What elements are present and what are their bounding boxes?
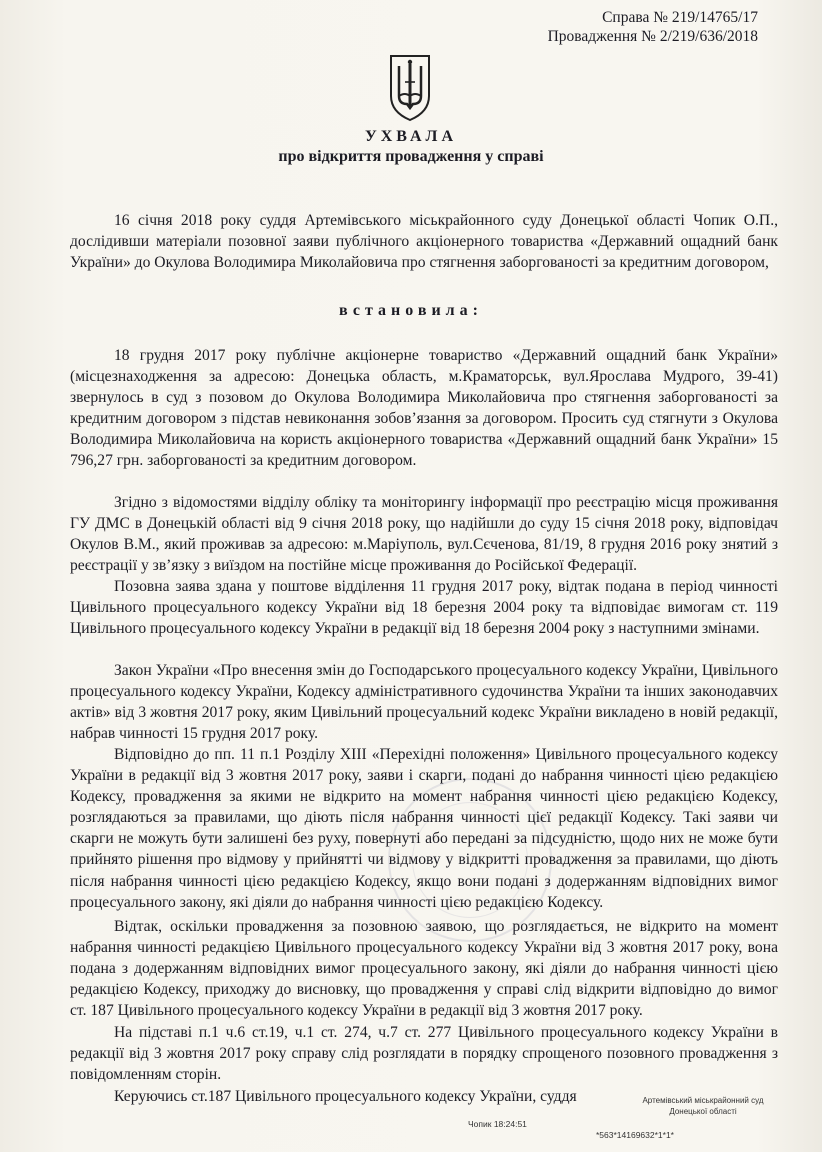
section-heading: встановила: bbox=[339, 302, 483, 319]
intro-paragraph: 16 січня 2018 року суддя Артемівського міськрайонного суду Донецької області Чопик О.П., дослідивши матеріали позовної заяви публічного акціонерного товариства «Державний ощадний банк України» до Окулова Володимира Миколайовича про стягнення заборгованості за кредитним договором, bbox=[70, 212, 778, 272]
paragraph-procedure: На підставі п.1 ч.6 ст.19, ч.1 ст. 274, ч.7 ст. 277 Цивільного процесуального кодексу України в редакції від 3 жовтня 2017 року справу слід розглядати в порядку спрощеного позовного провадження з повідомленням сторін. bbox=[70, 1024, 778, 1084]
document-title: УХВАЛА bbox=[365, 128, 457, 145]
paragraph-conclusion: Відтак, оскільки провадження за позовною заявою, що розглядається, не відкрито на момент набрання чинності редакцією Цивільного процесуального кодексу України від 3 жовтня 2017 року, вона подана з додержанням відповідних вимог процесуального закону, які діяли до набрання чинності цією редакцією Кодексу, приходжу до висновку, що провадження у справі слід відкрити відповідно до вимог ст. 187 Цивільного процесуального кодексу України в редакції від 3 жовтня 2017 року. bbox=[70, 918, 778, 1020]
paragraph-filing: Позовна заява здана у поштове відділення 11 грудня 2017 року, відтак подана в період чинності Цивільного процесуального кодексу України від 18 березня 2004 року та відповідає вимогам ст. 119 Цивільного процесуального кодексу України в редакції від 18 березня 2004 року з наступними змінами. bbox=[70, 578, 778, 638]
paragraph-guided: Керуючись ст.187 Цивільного процесуального кодексу України, суддя bbox=[114, 1088, 577, 1105]
court-footer-line1: Артемівський міськрайонний суд bbox=[642, 1096, 764, 1105]
court-footer-line2: Донецької області bbox=[669, 1107, 737, 1116]
proceeding-number: Провадження № 2/219/636/2018 bbox=[547, 28, 758, 45]
footer-stamp: Чопик 18:24:51 bbox=[468, 1119, 527, 1129]
paragraph-registration: Згідно з відомостями відділу обліку та моніторингу інформації про реєстрацію місця проживання ГУ ДМС в Донецькій області від 9 січня 2018 року, що надійшли до суду 15 січня 2018 року, відповідач Окулов В.М., який проживав за адресою: м.Маріуполь, вул.Сєченова, 81/19, 8 грудня 2016 року знятий з реєстрації у зв’язку з виїздом на постійне місце проживання до Російської Федерації. bbox=[70, 494, 778, 575]
paragraph-transitional: Відповідно до пп. 11 п.1 Розділу XIII «Перехідні положення» Цивільного процесуального кодексу України в редакції від 3 жовтня 2017 року, заяви і скарги, подані до набрання чинності цією редакцією Кодексу, провадження за якими не відкрито на момент набрання чинності цією редакцією Кодексу, розглядаються за правилами, що діють після набрання чинності цієї редакції Кодексу. Такі заяви чи скарги не можуть бути залишені без руху, повернуті або передані за підсудністю, щодо них не може бути прийнято рішення про відмову у прийнятті чи відмову у відкритті провадження за правилами, що діють після набрання чинності цією редакцією Кодексу, якщо вони подані з додержанням відповідних вимог процесуального закону, які діяли до набрання чинності цією редакцією Кодексу. bbox=[70, 746, 778, 911]
document-subtitle: про відкриття провадження у справі bbox=[278, 148, 544, 165]
paragraph-law: Закон України «Про внесення змін до Господарського процесуального кодексу України, Цивільного процесуального кодексу України, Кодексу адміністративного судочинства України та інших законодавчих актів» від 3 жовтня 2017 року, яким Цивільний процесуальний кодекс України викладено в новій редакції, набрав чинності 15 грудня 2017 року. bbox=[70, 662, 778, 743]
footer-code: *563*14169632*1*1* bbox=[596, 1130, 674, 1140]
case-number: Справа № 219/14765/17 bbox=[602, 9, 758, 26]
court-footer bbox=[593, 1095, 813, 1117]
paragraph-claim: 18 грудня 2017 року публічне акціонерне товариство «Державний ощадний банк України» (місцезнаходження за адресою: Донецька область, м.Краматорськ, вул.Ярослава Мудрого, 39-41) звернулось в суд з позовом до Окулова Володимира Миколайовича про стягнення заборгованості за кредитним договором з підстав невиконання зобов’язання за договором. Просить суд стягнути з Окулова Володимира Миколайовича на користь акціонерного товариства «Державний ощадний банк України» 15 796,27 грн. заборгованості за кредитним договором. bbox=[70, 347, 778, 470]
trident-coat-of-arms-icon bbox=[385, 52, 435, 122]
case-references bbox=[548, 8, 758, 46]
